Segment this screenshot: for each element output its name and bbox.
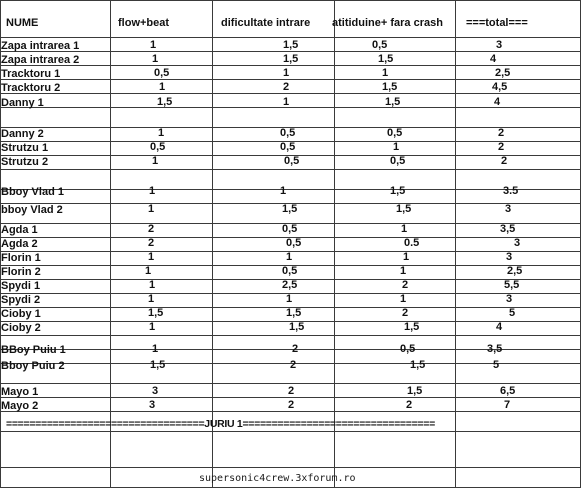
grid-row-line: [0, 37, 581, 38]
grid-row-line: [0, 431, 581, 432]
contestant-name: Spydi 1: [1, 280, 41, 292]
contestant-name: Tracktoru 1: [1, 68, 61, 80]
score-flow-beat: 0,5: [154, 67, 170, 79]
score-attitude: 1,5: [382, 81, 398, 93]
score-attitude: 1: [400, 265, 407, 277]
score-attitude: 1,5: [410, 359, 426, 371]
score-flow-beat: 1: [145, 265, 152, 277]
grid-column-line: [455, 0, 456, 488]
grid-row-line: [0, 0, 581, 1]
grid-row-line: [0, 189, 581, 190]
score-attitude: 1: [401, 223, 408, 235]
score-flow-beat: 1: [152, 343, 159, 355]
grid-row-line: [0, 79, 581, 80]
score-difficulty: 2: [288, 399, 295, 411]
score-attitude: 1,5: [407, 385, 423, 397]
score-attitude: 1,5: [385, 96, 401, 108]
contestant-name: Bboy Puiu 2: [1, 360, 65, 372]
score-difficulty: 2: [288, 385, 295, 397]
score-total: 3: [506, 251, 513, 263]
score-flow-beat: 2: [148, 223, 155, 235]
score-difficulty: 1,5: [286, 307, 302, 319]
score-difficulty: 1: [283, 96, 290, 108]
header-flow-beat: flow+beat: [118, 17, 170, 29]
grid-row-line: [0, 335, 581, 336]
score-total: 4: [494, 96, 501, 108]
grid-row-line: [0, 51, 581, 52]
score-difficulty: 1,5: [289, 321, 305, 333]
score-attitude: 0,5: [390, 155, 406, 167]
score-flow-beat: 1: [159, 81, 166, 93]
score-total: 3.5: [503, 185, 519, 197]
score-attitude: 1: [403, 251, 410, 263]
score-difficulty: 2: [283, 81, 290, 93]
contestant-name: Danny 1: [1, 97, 44, 109]
score-difficulty: 0,5: [280, 127, 296, 139]
score-flow-beat: 1: [149, 321, 156, 333]
score-attitude: 1,5: [390, 185, 406, 197]
contestant-name: BBoy Puiu 1: [1, 344, 66, 356]
score-difficulty: 2,5: [282, 279, 298, 291]
score-total: 2,5: [507, 265, 523, 277]
score-attitude: 2: [402, 279, 409, 291]
header-difficulty: dificultate intrare: [221, 17, 311, 29]
header-name: NUME: [6, 17, 39, 29]
score-flow-beat: 3: [152, 385, 159, 397]
score-difficulty: 2: [292, 343, 299, 355]
contestant-name: Cioby 1: [1, 308, 41, 320]
contestant-name: bboy Vlad 2: [1, 204, 63, 216]
score-total: 5,5: [504, 279, 520, 291]
score-total: 2: [501, 155, 508, 167]
contestant-name: Agda 2: [1, 238, 38, 250]
score-flow-beat: 2: [148, 237, 155, 249]
score-attitude: 1,5: [396, 203, 412, 215]
grid-row-line: [0, 411, 581, 412]
score-flow-beat: 3: [149, 399, 156, 411]
score-flow-beat: 0,5: [150, 141, 166, 153]
score-flow-beat: 1: [150, 39, 157, 51]
contestant-name: Florin 1: [1, 252, 41, 264]
score-total: 3: [496, 39, 503, 51]
score-difficulty: 1: [280, 185, 287, 197]
score-total: 3,5: [487, 343, 503, 355]
score-difficulty: 1,5: [283, 53, 299, 65]
score-flow-beat: 1: [152, 53, 159, 65]
contestant-name: Florin 2: [1, 266, 41, 278]
score-total: 3: [514, 237, 521, 249]
grid-row-line: [0, 169, 581, 170]
grid-row-line: [0, 397, 581, 398]
grid-row-line: [0, 65, 581, 66]
score-attitude: 1,5: [404, 321, 420, 333]
score-attitude: 1: [393, 141, 400, 153]
grid-row-line: [0, 467, 581, 468]
score-difficulty: 1: [283, 67, 290, 79]
score-flow-beat: 1,5: [150, 359, 166, 371]
score-difficulty: 1,5: [282, 203, 298, 215]
contestant-name: Spydi 2: [1, 294, 41, 306]
contestant-name: Mayo 1: [1, 386, 39, 398]
score-flow-beat: 1,5: [157, 96, 173, 108]
score-attitude: 2: [402, 307, 409, 319]
score-attitude: 1: [382, 67, 389, 79]
score-attitude: 2: [406, 399, 413, 411]
score-difficulty: 2: [290, 359, 297, 371]
score-attitude: 0,5: [387, 127, 403, 139]
contestant-name: Strutzu 1: [1, 142, 49, 154]
score-flow-beat: 1,5: [148, 307, 164, 319]
contestant-name: Cioby 2: [1, 322, 41, 334]
score-total: 3: [505, 203, 512, 215]
score-attitude: 1,5: [378, 53, 394, 65]
grid-row-line: [0, 93, 581, 94]
score-flow-beat: 1: [158, 127, 165, 139]
header-attitude: atitiduine+ fara crash: [332, 17, 443, 29]
score-difficulty: 0,5: [286, 237, 302, 249]
grid-column-line: [212, 0, 213, 488]
score-total: 3,5: [500, 223, 516, 235]
score-total: 6,5: [500, 385, 516, 397]
contestant-name: Tracktoru 2: [1, 82, 61, 94]
score-total: 2,5: [495, 67, 511, 79]
score-flow-beat: 1: [149, 185, 156, 197]
contestant-name: Danny 2: [1, 128, 44, 140]
score-attitude: 0,5: [400, 343, 416, 355]
score-flow-beat: 1: [148, 293, 155, 305]
contestant-name: Zapa intrarea 1: [1, 40, 80, 52]
score-total: 2: [498, 141, 505, 153]
grid-column-line: [110, 0, 111, 488]
contestant-name: Agda 1: [1, 224, 38, 236]
score-attitude: 0,5: [372, 39, 388, 51]
score-flow-beat: 1: [148, 251, 155, 263]
score-difficulty: 0,5: [280, 141, 296, 153]
score-total: 2: [498, 127, 505, 139]
score-difficulty: 0,5: [282, 223, 298, 235]
grid-row-line: [0, 383, 581, 384]
contestant-name: Zapa intrarea 2: [1, 54, 80, 66]
score-flow-beat: 1: [149, 279, 156, 291]
score-total: 3: [506, 293, 513, 305]
score-total: 5: [493, 359, 500, 371]
jury-footer: ==================================JURIU 1=================================: [6, 418, 435, 430]
score-flow-beat: 1: [148, 203, 155, 215]
score-difficulty: 1: [286, 251, 293, 263]
score-total: 7: [504, 399, 511, 411]
contestant-name: Strutzu 2: [1, 156, 49, 168]
score-attitude: 0.5: [404, 237, 420, 249]
score-total: 5: [509, 307, 516, 319]
contestant-name: Mayo 2: [1, 400, 39, 412]
header-total: ===total===: [466, 17, 528, 29]
score-attitude: 1: [400, 293, 407, 305]
score-difficulty: 1: [286, 293, 293, 305]
contestant-name: Bboy Vlad 1: [1, 186, 64, 198]
score-total: 4,5: [492, 81, 508, 93]
score-total: 4: [490, 53, 497, 65]
score-flow-beat: 1: [152, 155, 159, 167]
score-difficulty: 0,5: [284, 155, 300, 167]
watermark: supersonic4crew.3xforum.ro: [199, 473, 356, 484]
score-difficulty: 1,5: [283, 39, 299, 51]
score-total: 4: [496, 321, 503, 333]
grid-column-line: [334, 0, 335, 488]
score-difficulty: 0,5: [282, 265, 298, 277]
